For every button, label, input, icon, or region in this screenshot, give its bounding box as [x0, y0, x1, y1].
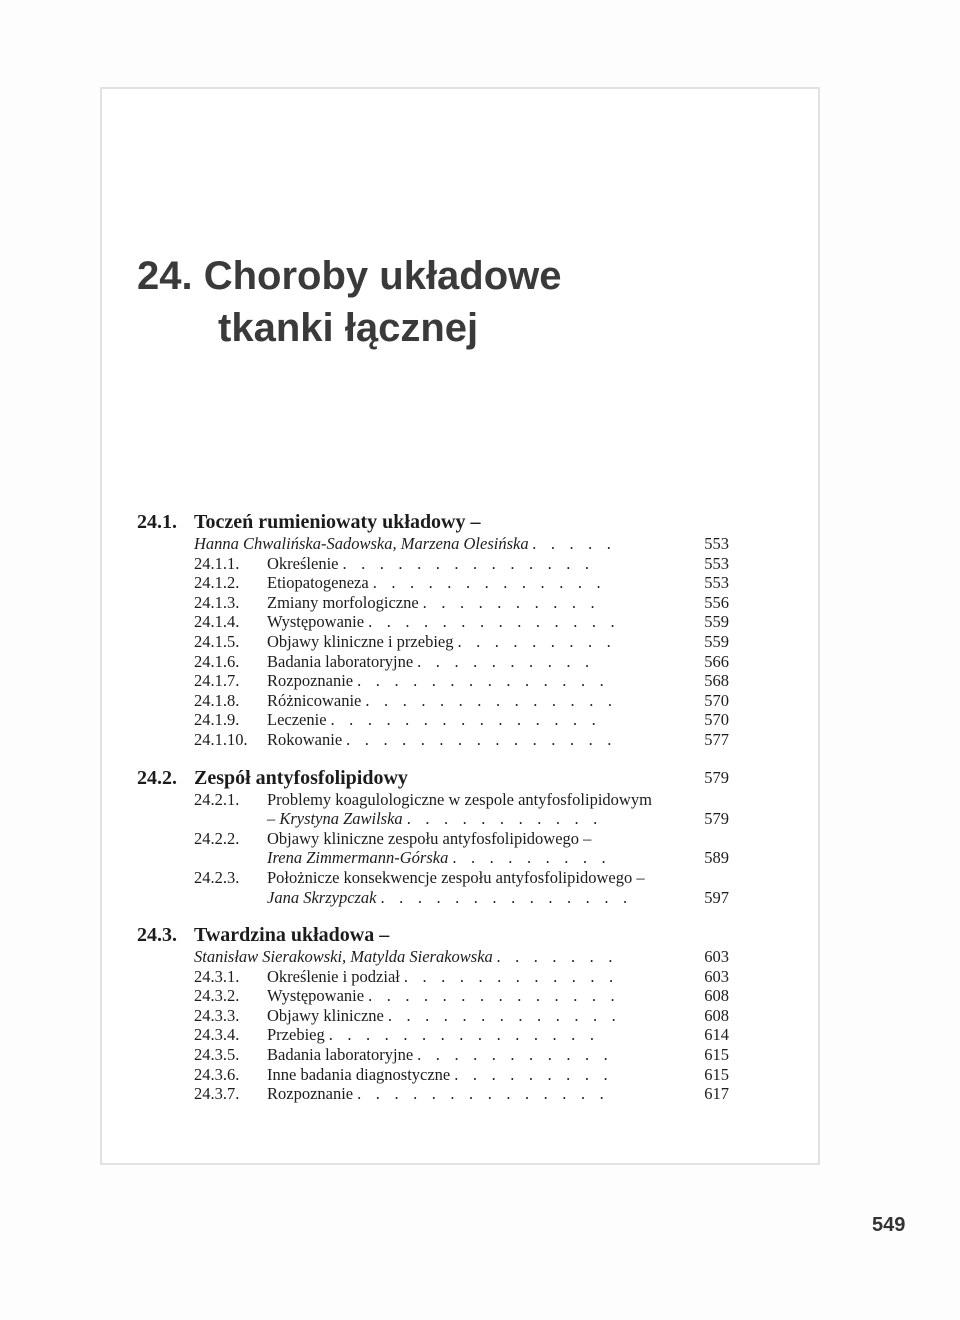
leader-dots: . . . . . . . . . . . . . . [342, 553, 595, 573]
toc-section-authors[interactable] [137, 947, 737, 967]
entry-title: Leczenie [267, 710, 327, 730]
entry-title: Przebieg [267, 1025, 325, 1045]
entry-title: Objawy kliniczne zespołu antyfosfolipidowego – [267, 828, 592, 848]
entry-number: 24.2.3. [194, 867, 240, 887]
toc-entry[interactable] [137, 710, 737, 730]
toc-section-heading[interactable] [137, 766, 737, 790]
toc-entry[interactable] [137, 1065, 737, 1085]
toc-section-heading[interactable] [137, 510, 737, 534]
entry-number: 24.1.5. [194, 631, 240, 651]
leader-dots: . . . . . . . . . . [417, 651, 595, 671]
section-number: 24.1. [137, 511, 177, 533]
toc-entry[interactable] [137, 1084, 737, 1104]
page-number: 556 [704, 592, 729, 612]
leader-dots: . . . . . . . . . . . . . . . [346, 729, 617, 749]
page-number: 553 [704, 553, 729, 573]
leader-dots: . . . . . [532, 534, 617, 553]
chapter-title-line-1: 24. Choroby układowe [137, 254, 562, 298]
page-number: 570 [704, 710, 729, 730]
toc-entry[interactable] [137, 1025, 737, 1045]
toc-entry-continuation[interactable] [137, 888, 737, 908]
entry-number: 24.1.8. [194, 690, 240, 710]
page-number: 614 [704, 1025, 729, 1045]
entry-author: Jana Skrzypczak [267, 887, 377, 907]
entry-title: Występowanie [267, 986, 365, 1006]
toc-section-24-1 [137, 510, 737, 750]
page-number: 608 [704, 1005, 729, 1025]
page-folio-number: 549 [872, 1214, 906, 1236]
entry-number: 24.3.2. [194, 986, 240, 1006]
toc-entry[interactable] [137, 868, 737, 888]
entry-title: Zmiany morfologiczne [267, 592, 419, 612]
page-number: 589 [704, 848, 729, 868]
chapter-title-line-2: tkanki łącznej [218, 306, 479, 350]
section-authors: Stanisław Sierakowski, Matylda Sierakowska [194, 947, 493, 967]
section-number: 24.3. [137, 924, 177, 947]
page-number: 615 [704, 1045, 729, 1065]
entry-title: Rokowanie [267, 729, 343, 749]
page-number: 568 [704, 671, 729, 691]
chapter-title [137, 250, 562, 354]
page-number: 579 [704, 809, 729, 829]
page-number: 579 [704, 767, 729, 787]
entry-number: 24.3.3. [194, 1005, 240, 1025]
toc-entry[interactable] [137, 967, 737, 987]
entry-number: 24.1.10. [194, 729, 248, 749]
page-number: 615 [704, 1064, 729, 1084]
section-title: Toczeń rumieniowaty układowy – [194, 511, 481, 533]
page-number: 603 [704, 966, 729, 986]
entry-number: 24.1.6. [194, 651, 240, 671]
toc-section-24-3 [137, 923, 737, 1104]
entry-author: – Krystyna Zawilska [267, 809, 403, 829]
leader-dots: . . . . . . . . . . . [417, 1045, 613, 1065]
section-authors: Hanna Chwalińska-Sadowska, Marzena Olesińska [194, 534, 529, 553]
table-of-contents [137, 510, 737, 1104]
page-number: 566 [704, 651, 729, 671]
entry-title: Problemy koagulologiczne w zespole antyfosfolipidowym [267, 789, 652, 809]
toc-entry[interactable] [137, 671, 737, 691]
toc-entry[interactable] [137, 790, 737, 810]
toc-entry[interactable] [137, 612, 737, 632]
page-number: 553 [704, 534, 729, 553]
toc-entry[interactable] [137, 573, 737, 593]
toc-entry[interactable] [137, 1006, 737, 1026]
page-number: 577 [704, 729, 729, 749]
leader-dots: . . . . . . . . . . . . . . [357, 671, 609, 691]
toc-section-24-2 [137, 766, 737, 908]
entry-title: Występowanie [267, 612, 365, 632]
section-number: 24.2. [137, 766, 177, 789]
toc-entry[interactable] [137, 730, 737, 750]
entry-author: Irena Zimmermann-Górska [267, 848, 449, 868]
leader-dots: . . . . . . . . . . . . . . [368, 986, 620, 1006]
toc-entry[interactable] [137, 829, 737, 849]
entry-number: 24.1.2. [194, 573, 240, 593]
leader-dots: . . . . . . . . . . . . . . [357, 1084, 609, 1104]
entry-number: 24.1.3. [194, 592, 240, 612]
entry-number: 24.3.5. [194, 1045, 240, 1065]
entry-number: 24.2.1. [194, 789, 240, 809]
toc-section-authors[interactable] [137, 534, 737, 554]
toc-entry[interactable] [137, 632, 737, 652]
leader-dots: . . . . . . . . . . . . [403, 966, 619, 986]
leader-dots: . . . . . . . . . [457, 631, 617, 651]
leader-dots: . . . . . . . . . . . . . . [365, 690, 618, 710]
entry-number: 24.3.6. [194, 1064, 240, 1084]
leader-dots: . . . . . . . . . . . . . [387, 1005, 621, 1025]
entry-number: 24.3.4. [194, 1025, 240, 1045]
section-title: Zespół antyfosfolipidowy [194, 766, 408, 789]
leader-dots: . . . . . . . . . . . . . [372, 573, 606, 593]
toc-entry-continuation[interactable] [137, 848, 737, 868]
leader-dots: . . . . . . . . . . . . . . . [328, 1025, 600, 1045]
entry-title: Rozpoznanie [267, 1084, 354, 1104]
entry-title: Położnicze konsekwencje zespołu antyfosfolipidowego – [267, 867, 645, 887]
toc-entry-continuation[interactable] [137, 809, 737, 829]
toc-entry[interactable] [137, 652, 737, 672]
entry-title: Rozpoznanie [267, 671, 354, 691]
section-title: Twardzina układowa – [194, 924, 390, 947]
entry-number: 24.1.1. [194, 553, 240, 573]
toc-section-heading[interactable] [137, 923, 737, 947]
leader-dots: . . . . . . . . . . [422, 592, 600, 612]
entry-title: Badania laboratoryjne [267, 1045, 414, 1065]
entry-title: Objawy kliniczne [267, 1005, 384, 1025]
page-number: 559 [704, 612, 729, 632]
page-number: 608 [704, 986, 729, 1006]
leader-dots: . . . . . . . . . . . . . . [380, 887, 633, 907]
leader-dots: . . . . . . . . . [452, 848, 611, 868]
entry-number: 24.1.7. [194, 671, 240, 691]
page-number: 617 [704, 1084, 729, 1104]
page-number: 559 [704, 631, 729, 651]
entry-title: Inne badania diagnostyczne [267, 1064, 451, 1084]
entry-title: Określenie [267, 553, 339, 573]
entry-number: 24.1.4. [194, 612, 240, 632]
leader-dots: . . . . . . . . . . . . . . [368, 612, 620, 632]
leader-dots: . . . . . . . . . . . [406, 809, 603, 829]
entry-title: Badania laboratoryjne [267, 651, 414, 671]
toc-entry[interactable] [137, 554, 737, 574]
toc-entry[interactable] [137, 691, 737, 711]
toc-entry[interactable] [137, 986, 737, 1006]
entry-number: 24.3.1. [194, 966, 240, 986]
toc-entry[interactable] [137, 593, 737, 613]
entry-number: 24.3.7. [194, 1084, 240, 1104]
entry-title: Objawy kliniczne i przebieg [267, 631, 454, 651]
leader-dots: . . . . . . . . . . . . . . . [330, 710, 601, 730]
page-number: 603 [704, 947, 729, 967]
page-number: 553 [704, 573, 729, 593]
entry-title: Określenie i podział [267, 966, 400, 986]
entry-title: Różnicowanie [267, 690, 362, 710]
entry-number: 24.2.2. [194, 828, 240, 848]
page-number: 597 [704, 887, 729, 907]
toc-entry[interactable] [137, 1045, 737, 1065]
leader-dots: . . . . . . . [496, 947, 619, 967]
entry-title: Etiopatogeneza [267, 573, 369, 593]
leader-dots: . . . . . . . . . [454, 1064, 613, 1084]
page-number: 570 [704, 690, 729, 710]
entry-number: 24.1.9. [194, 710, 240, 730]
